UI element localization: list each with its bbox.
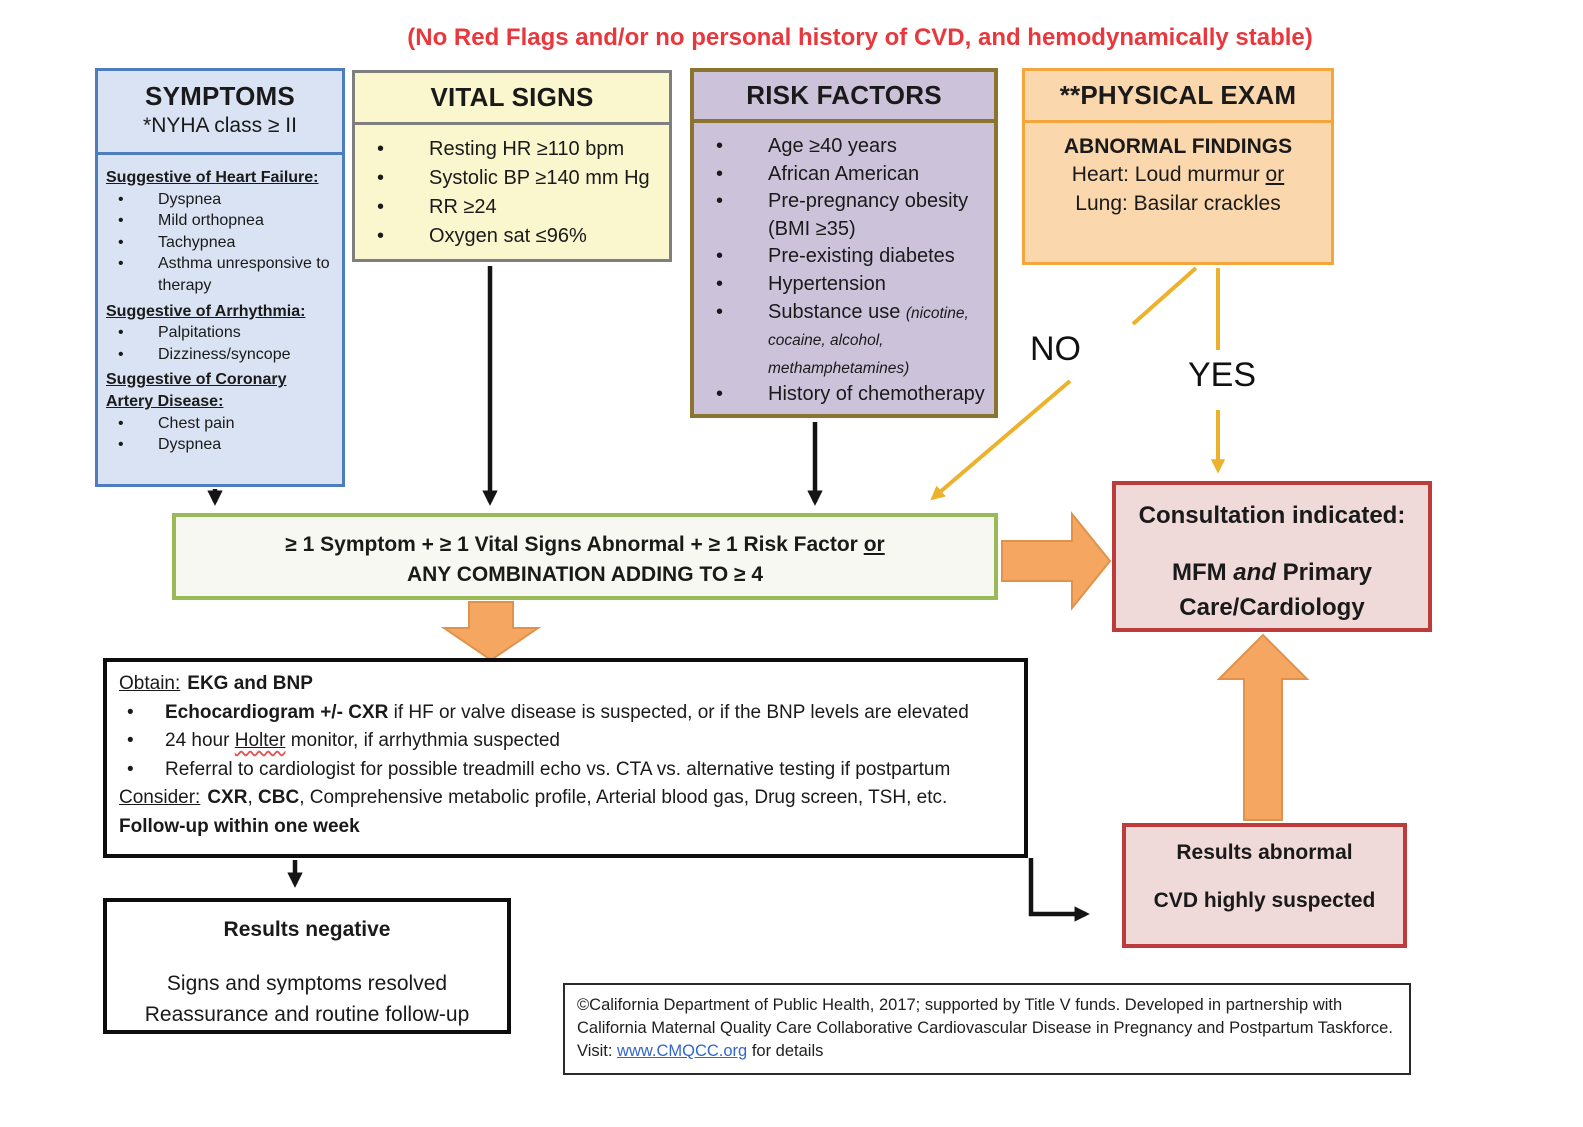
risk-factor-item: • Pre-pregnancy obesity (BMI ≥35): [768, 190, 969, 240]
list-item: [700, 133, 988, 161]
risk-factors-header: [694, 72, 994, 123]
consider-cbc: CBC: [258, 787, 300, 808]
holter-pre: 24 hour: [165, 730, 235, 751]
risk-factors-body: [694, 123, 994, 419]
holter-word: [235, 730, 286, 751]
symptoms-box: [95, 68, 345, 487]
list-item: [106, 322, 334, 344]
physical-exam-header: [1025, 71, 1331, 123]
physical-exam-body: [1025, 123, 1331, 228]
workup-to-abnormal-arrow: [1031, 858, 1086, 914]
risk-factor-substance-note: (nicotine, cocaine, alcohol, methamphetamines): [768, 304, 969, 377]
list-item: [700, 271, 988, 299]
abnormal-findings-heading: ABNORMAL FINDINGS: [1063, 135, 1293, 158]
list-item: [106, 413, 334, 435]
consultation-title: Consultation indicated:: [1138, 502, 1406, 529]
list-item: [700, 243, 988, 271]
risk-factor-item: [768, 299, 988, 382]
results-negative-title: Results negative: [223, 918, 391, 941]
heart-or-word: or: [1265, 163, 1285, 187]
list-item: [106, 189, 334, 211]
consultation-detail: [1134, 556, 1410, 626]
heart-finding: [1031, 161, 1325, 189]
followup-line: Follow-up within one week: [119, 815, 360, 837]
consider-rest: , Comprehensive metabolic profile, Arterial blood gas, Drug screen, TSH, etc.: [299, 787, 948, 808]
yes-label: YES: [1184, 356, 1260, 395]
criteria-box: [172, 513, 998, 600]
symptom-item: • Dyspnea: [158, 190, 222, 208]
vital-sign-item: • Resting HR ≥110 bpm: [429, 138, 625, 160]
criteria-to-consult-block-arrow: [1002, 514, 1110, 608]
criteria-or-word: or: [863, 533, 885, 556]
workup-bullet-referral: [119, 756, 1012, 785]
criteria-to-workup-block-arrow: [444, 602, 538, 660]
holter-word-inner: Holter: [234, 730, 286, 751]
consider-label: Consider:: [119, 787, 201, 808]
physical-exam-box: [1022, 68, 1334, 265]
risk-factors-box: [690, 68, 998, 418]
consultation-and-word: and: [1233, 558, 1276, 586]
risk-factor-item: • African American: [768, 162, 920, 185]
risk-factors-title: RISK FACTORS: [746, 80, 942, 110]
results-negative-line1: Signs and symptoms resolved: [166, 971, 448, 995]
list-item: [106, 434, 334, 456]
vital-signs-header: [355, 73, 669, 125]
workup-bullet-referral-text: • Referral to cardiologist for possible treadmill echo vs. CTA vs. alternative testing if postpartum: [165, 758, 951, 780]
cmqcc-link[interactable]: www.CMQCC.org: [617, 1042, 748, 1061]
page-title: (No Red Flags and/or no personal history of CVD, and hemodynamically stable): [407, 24, 1313, 51]
symptoms-body: [98, 155, 342, 464]
exam-no-arrow-upper: [1133, 268, 1196, 324]
symptom-item: • Dizziness/syncope: [158, 345, 291, 363]
symptoms-title: SYMPTOMS: [145, 81, 295, 111]
risk-factor-item: • Hypertension: [768, 272, 886, 295]
no-label: NO: [1026, 330, 1085, 369]
results-abnormal-line1: Results abnormal: [1176, 841, 1353, 864]
symptoms-group-header-hf: Suggestive of Heart Failure:: [106, 169, 319, 186]
risk-factor-substance: Substance use: [768, 300, 901, 323]
vital-sign-item: • RR ≥24: [429, 196, 497, 218]
results-abnormal-box: [1122, 823, 1407, 948]
echo-cxr-bold: Echocardiogram +/- CXR: [165, 701, 389, 723]
list-item: [361, 135, 663, 164]
footer-credit-box: [563, 983, 1411, 1075]
consider-line: [119, 784, 1012, 813]
results-abnormal-line2: CVD highly suspected: [1153, 889, 1376, 912]
consultation-primary-care: Primary Care/Cardiology: [1179, 558, 1373, 621]
risk-factor-item: • History of chemotherapy: [768, 383, 985, 406]
list-item: [700, 161, 988, 189]
consider-separator: ,: [247, 787, 259, 808]
symptom-item: • Dyspnea: [158, 436, 222, 454]
symptoms-subtitle: *NYHA class ≥ II: [143, 114, 297, 137]
abnormal-to-consult-block-arrow: [1219, 635, 1307, 820]
list-item: [361, 222, 663, 251]
list-item: [700, 381, 988, 409]
list-item: [106, 210, 334, 232]
list-item: [700, 299, 988, 382]
symptom-item: • Palpitations: [158, 324, 241, 342]
consider-cxr: CXR: [207, 787, 248, 808]
list-item: [106, 232, 334, 254]
symptom-item: • Tachypnea: [158, 233, 236, 251]
holter-rest: monitor, if arrhythmia suspected: [285, 730, 560, 751]
vital-signs-box: [352, 70, 672, 262]
consultation-box: [1112, 481, 1432, 632]
vital-sign-item: • Oxygen sat ≤96%: [429, 225, 587, 247]
list-item: [700, 188, 988, 243]
criteria-line1-text: ≥ 1 Symptom + ≥ 1 Vital Signs Abnormal + ≥ 1 Risk Factor: [285, 533, 858, 556]
risk-factor-item: • Pre-existing diabetes: [768, 245, 955, 268]
obtain-label: Obtain:: [119, 673, 181, 694]
symptom-item: • Mild orthopnea: [158, 212, 264, 230]
obtain-line: [119, 670, 1012, 699]
risk-factor-item: • Age ≥40 years: [768, 135, 897, 157]
results-negative-box: [103, 898, 511, 1034]
workup-bullet-echo-text: [165, 699, 969, 728]
results-negative-line2: Reassurance and routine follow-up: [144, 1003, 470, 1026]
symptom-item: • Asthma unresponsive to therapy: [158, 255, 330, 294]
workup-bullet-holter-text: [165, 727, 560, 756]
symptom-item: • Chest pain: [158, 414, 235, 432]
criteria-line2: ANY COMBINATION ADDING TO ≥ 4: [406, 563, 764, 587]
echo-cxr-rest: if HF or valve disease is suspected, or if the BNP levels are elevated: [388, 701, 969, 723]
footer-text-suffix: for details: [747, 1042, 824, 1061]
heart-finding-text: Heart: Loud murmur: [1071, 163, 1260, 187]
lung-finding: Lung: Basilar crackles: [1075, 191, 1281, 215]
workup-box: [103, 658, 1028, 858]
criteria-line1: [176, 530, 994, 560]
symptoms-group-header-arrhythmia: Suggestive of Arrhythmia:: [106, 302, 306, 320]
consultation-mfm: MFM: [1171, 558, 1234, 586]
symptoms-group-header-cad: Suggestive of Coronary Artery Disease:: [106, 371, 287, 410]
list-item: [106, 344, 334, 366]
obtain-value: EKG and BNP: [187, 673, 313, 694]
workup-bullet-holter: [119, 727, 1012, 756]
list-item: [361, 193, 663, 222]
list-item: [361, 164, 663, 193]
footer-text: ©California Department of Public Health, 2017; supported by Title V funds. Developed in partnership with California Maternal Quality Care Collaborative Cardiovascular Disease in Pregnancy and Postpartum Taskforce. Visit:: [577, 996, 1393, 1061]
vital-signs-title: VITAL SIGNS: [430, 82, 594, 112]
physical-exam-title: **PHYSICAL EXAM: [1059, 80, 1297, 110]
vital-signs-body: [355, 125, 669, 261]
workup-bullet-echo: [119, 699, 1012, 728]
vital-sign-item: • Systolic BP ≥140 mm Hg: [429, 167, 650, 189]
symptoms-header: [98, 71, 342, 155]
list-item: [106, 253, 334, 296]
